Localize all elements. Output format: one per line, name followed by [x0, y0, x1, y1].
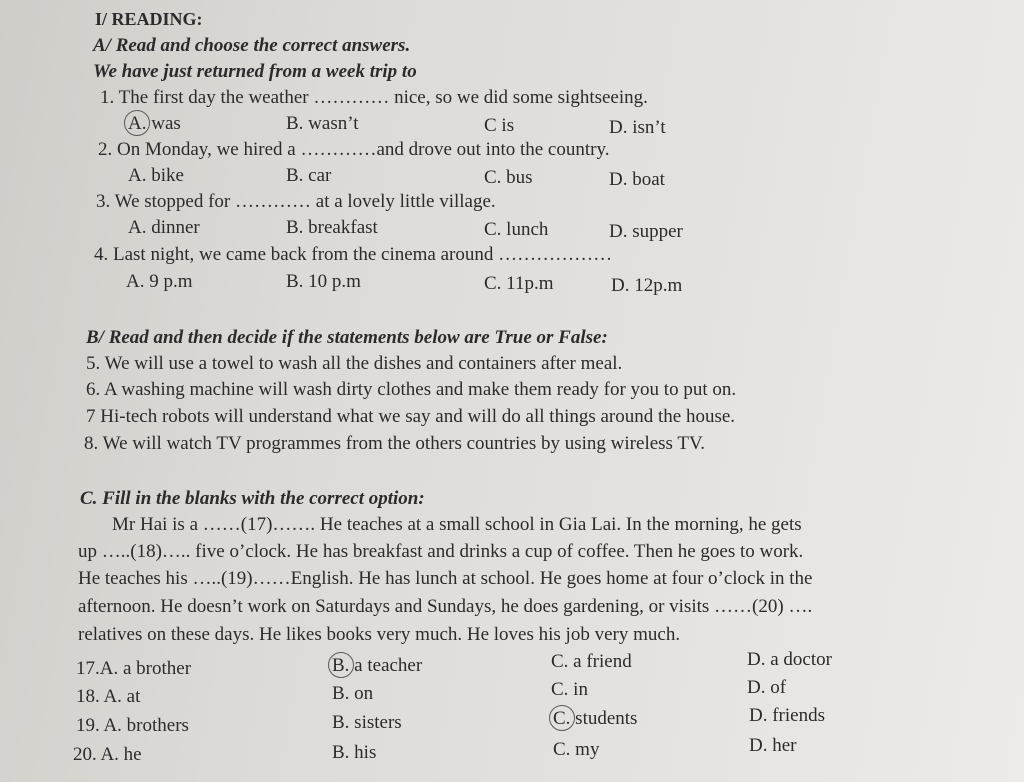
question-4-option-b: B. 10 p.m [286, 271, 361, 292]
answer-circle-mark: B. a teacher [332, 655, 423, 676]
question-3-option-c: C. lunch [484, 219, 549, 240]
question-1-option-d: D. isn’t [609, 117, 666, 138]
answer-19-option-d: D. friends [749, 705, 825, 726]
answer-17-option-d: D. a doctor [747, 649, 832, 670]
answer-circle-mark: C. students [553, 708, 638, 729]
answer-18-option-c: C. in [551, 679, 588, 700]
paragraph-line-2: up …..(18)….. five o’clock. He has breakfast and drinks a cup of coffee. Then he goes to work. [78, 541, 804, 562]
question-2-option-d: D. boat [609, 169, 665, 190]
part-a-title: A/ Read and choose the correct answers. [93, 35, 411, 56]
answer-19-option-a: 19. A. brothers [76, 715, 189, 736]
question-4-option-c: C. 11p.m [484, 273, 554, 294]
paragraph-line-1: Mr Hai is a ……(17)……. He teaches at a small school in Gia Lai. In the morning, he gets [112, 514, 802, 535]
answer-20-option-a: 20. A. he [73, 744, 142, 765]
statement-7: 7 Hi-tech robots will understand what we say and will do all things around the house. [86, 406, 736, 427]
question-2-text: 2. On Monday, we hired a …………and drove out into the country. [98, 139, 610, 160]
question-1-option-b: B. wasn’t [286, 113, 359, 134]
answer-circle-mark: A. was [128, 113, 181, 134]
question-2-option-b: B. car [286, 165, 332, 186]
question-1-option-c: C is [484, 115, 515, 136]
answer-18-option-b: B. on [332, 683, 374, 704]
answer-20-option-d: D. her [749, 735, 797, 756]
answer-17-option-a: 17.A. a brother [76, 658, 192, 679]
question-4-option-d: D. 12p.m [611, 275, 683, 296]
part-b-title: B/ Read and then decide if the statements below are True or False: [86, 327, 608, 348]
statement-6: 6. A washing machine will wash dirty clothes and make them ready for you to put on. [86, 379, 737, 400]
answer-20-option-b: B. his [332, 742, 377, 763]
question-3-option-d: D. supper [609, 221, 683, 242]
question-1-text: 1. The first day the weather ………… nice, so we did some sightseeing. [100, 87, 648, 108]
section-heading: I/ READING: [95, 9, 203, 29]
paragraph-line-3: He teaches his …..(19)……English. He has lunch at school. He goes home at four o’clock in the [78, 568, 813, 589]
answer-17-option-c: C. a friend [551, 651, 632, 672]
answer-19-option-c [553, 709, 637, 728]
paragraph-line-4: afternoon. He doesn’t work on Saturdays and Sundays, he does gardening, or visits ……(20) …. [78, 596, 813, 617]
answer-18-option-d: D. of [747, 677, 787, 698]
question-4-option-a: A. 9 p.m [126, 271, 193, 292]
statement-5: 5. We will use a towel to wash all the dishes and containers after meal. [86, 353, 623, 374]
part-a-intro: We have just returned from a week trip to [93, 61, 417, 82]
answer-20-option-c: C. my [553, 739, 600, 760]
paragraph-line-5: relatives on these days. He likes books very much. He loves his job very much. [78, 624, 681, 645]
question-3-option-a: A. dinner [128, 217, 200, 238]
part-c-title: C. Fill in the blanks with the correct option: [80, 488, 425, 509]
question-3-option-b: B. breakfast [286, 217, 378, 238]
answer-17-option-b [332, 656, 422, 675]
question-3-text: 3. We stopped for ………… at a lovely little village. [96, 191, 496, 212]
question-2-option-c: C. bus [484, 167, 533, 188]
answer-18-option-a: 18. A. at [76, 686, 141, 707]
question-1-option-a [128, 114, 181, 133]
question-2-option-a: A. bike [128, 165, 184, 186]
answer-19-option-b: B. sisters [332, 712, 402, 733]
question-4-text: 4. Last night, we came back from the cinema around ……………… [94, 244, 613, 265]
statement-8: 8. We will watch TV programmes from the others countries by using wireless TV. [84, 433, 705, 454]
